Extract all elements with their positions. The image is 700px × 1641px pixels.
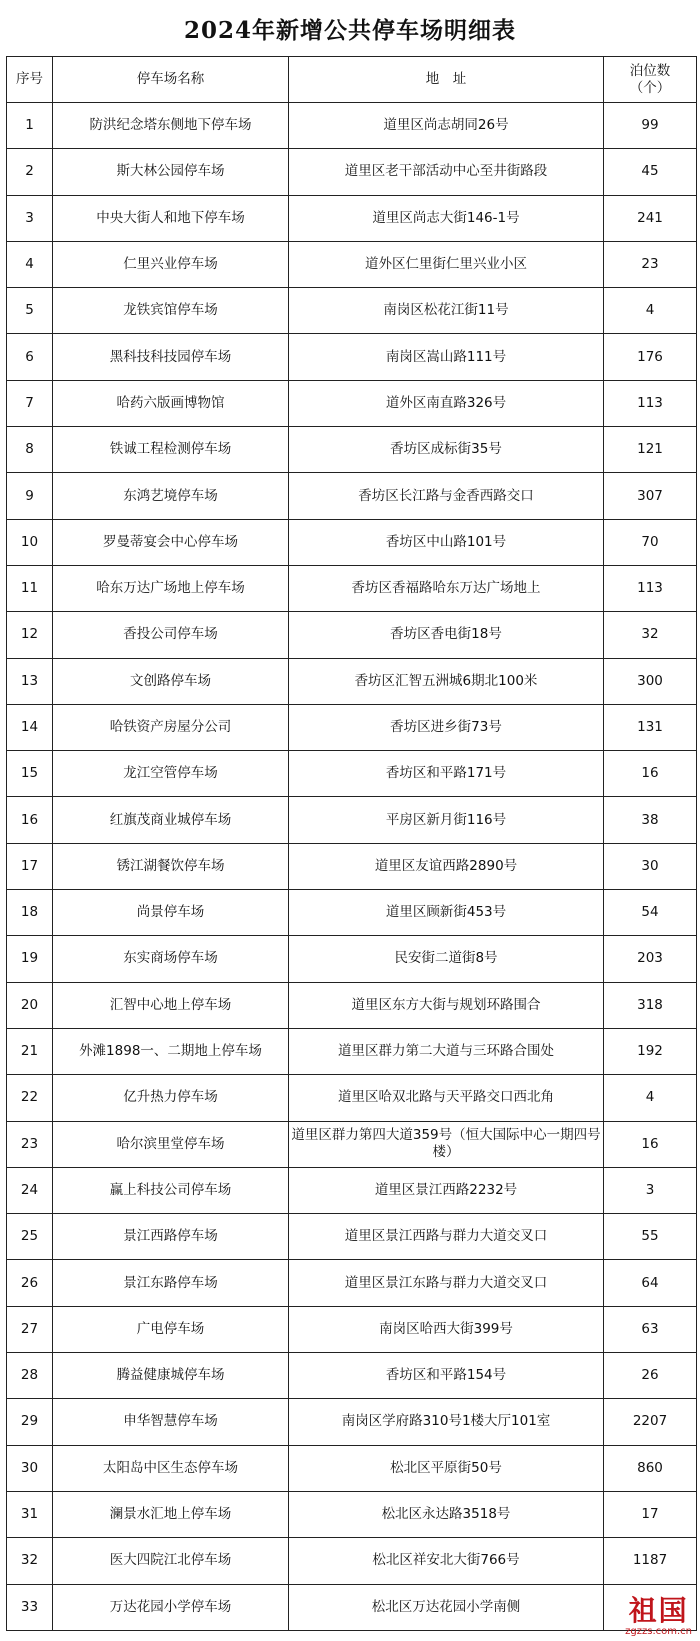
- table-row: [7, 658, 697, 704]
- cell-address: 道里区哈双北路与天平路交口西北角: [289, 1075, 604, 1121]
- cell-index: 21: [7, 1028, 53, 1074]
- cell-address: 道外区仁里街仁里兴业小区: [289, 241, 604, 287]
- table-row: [7, 982, 697, 1028]
- cell-address: 松北区万达花园小学南侧: [289, 1584, 604, 1630]
- table-row: [7, 1538, 697, 1584]
- cell-address: 南岗区哈西大街399号: [289, 1306, 604, 1352]
- cell-address: 道里区顾新街453号: [289, 890, 604, 936]
- cell-index: 3: [7, 195, 53, 241]
- cell-index: 19: [7, 936, 53, 982]
- header-spaces: [604, 57, 697, 103]
- cell-address: 道里区老干部活动中心至井街路段: [289, 149, 604, 195]
- cell-spaces: 32: [604, 612, 697, 658]
- cell-index: 5: [7, 288, 53, 334]
- cell-index: 23: [7, 1121, 53, 1167]
- cell-name: 医大四院江北停车场: [53, 1538, 289, 1584]
- cell-index: 14: [7, 704, 53, 750]
- cell-address: 民安街二道街8号: [289, 936, 604, 982]
- watermark-url: zgzzs.com.cn: [625, 1626, 692, 1637]
- cell-address: 香坊区和平路154号: [289, 1353, 604, 1399]
- table-row: [7, 936, 697, 982]
- cell-index: 33: [7, 1584, 53, 1630]
- header-spaces-line2: （个）: [629, 79, 671, 96]
- cell-name: 斯大林公园停车场: [53, 149, 289, 195]
- cell-index: 10: [7, 519, 53, 565]
- table-row: [7, 427, 697, 473]
- page-title: 2024年新增公共停车场明细表: [183, 16, 516, 44]
- cell-index: 29: [7, 1399, 53, 1445]
- cell-name: 哈药六版画博物馆: [53, 380, 289, 426]
- table-row: [7, 1028, 697, 1074]
- cell-address: 道里区东方大街与规划环路围合: [289, 982, 604, 1028]
- cell-spaces: 4: [604, 288, 697, 334]
- cell-spaces: 860: [604, 1445, 697, 1491]
- cell-index: 11: [7, 565, 53, 611]
- table-row: [7, 241, 697, 287]
- cell-address: 道里区景江西路2232号: [289, 1167, 604, 1213]
- cell-index: 16: [7, 797, 53, 843]
- cell-index: 20: [7, 982, 53, 1028]
- cell-name: 景江东路停车场: [53, 1260, 289, 1306]
- cell-spaces: 1187: [604, 1538, 697, 1584]
- cell-address: 道里区群力第四大道359号（恒大国际中心一期四号楼）: [289, 1121, 604, 1167]
- cell-spaces: 26: [604, 1353, 697, 1399]
- cell-index: 30: [7, 1445, 53, 1491]
- cell-spaces: 192: [604, 1028, 697, 1074]
- header-name: 停车场名称: [53, 57, 289, 103]
- table-row: [7, 103, 697, 149]
- table-row: [7, 1399, 697, 1445]
- cell-spaces: 241: [604, 195, 697, 241]
- table-row: [7, 751, 697, 797]
- cell-address: 道里区尚志大街146-1号: [289, 195, 604, 241]
- header-address: 地 址: [289, 57, 604, 103]
- cell-spaces: 307: [604, 473, 697, 519]
- cell-name: 澜景水汇地上停车场: [53, 1491, 289, 1537]
- cell-address: 香坊区成标街35号: [289, 427, 604, 473]
- cell-spaces: 3: [604, 1167, 697, 1213]
- cell-index: 24: [7, 1167, 53, 1213]
- cell-index: 22: [7, 1075, 53, 1121]
- table-row: [7, 890, 697, 936]
- table-row: [7, 565, 697, 611]
- cell-name: 赢上科技公司停车场: [53, 1167, 289, 1213]
- cell-address: 道里区尚志胡同26号: [289, 103, 604, 149]
- table-row: [7, 380, 697, 426]
- cell-index: 25: [7, 1214, 53, 1260]
- cell-spaces: 30: [604, 843, 697, 889]
- cell-index: 28: [7, 1353, 53, 1399]
- cell-name: 哈东万达广场地上停车场: [53, 565, 289, 611]
- cell-index: 26: [7, 1260, 53, 1306]
- table-row: [7, 797, 697, 843]
- cell-index: 32: [7, 1538, 53, 1584]
- cell-address: 香坊区汇智五洲城6期北100米: [289, 658, 604, 704]
- table-row: [7, 1121, 697, 1167]
- cell-index: 17: [7, 843, 53, 889]
- cell-index: 8: [7, 427, 53, 473]
- cell-spaces: 16: [604, 1121, 697, 1167]
- cell-spaces: 99: [604, 103, 697, 149]
- cell-spaces: 38: [604, 797, 697, 843]
- cell-name: 尚景停车场: [53, 890, 289, 936]
- cell-name: 黑科技科技园停车场: [53, 334, 289, 380]
- cell-name: 东实商场停车场: [53, 936, 289, 982]
- cell-spaces: 17: [604, 1491, 697, 1537]
- table-row: [7, 1445, 697, 1491]
- cell-index: 12: [7, 612, 53, 658]
- cell-spaces: 55: [604, 1214, 697, 1260]
- cell-name: 铁诚工程检测停车场: [53, 427, 289, 473]
- cell-name: 中央大街人和地下停车场: [53, 195, 289, 241]
- cell-address: 香坊区香电街18号: [289, 612, 604, 658]
- cell-name: 仁里兴业停车场: [53, 241, 289, 287]
- table-row: [7, 1167, 697, 1213]
- cell-address: 南岗区学府路310号1楼大厅101室: [289, 1399, 604, 1445]
- cell-index: 7: [7, 380, 53, 426]
- cell-name: 广电停车场: [53, 1306, 289, 1352]
- cell-address: 松北区永达路3518号: [289, 1491, 604, 1537]
- cell-spaces: 113: [604, 565, 697, 611]
- cell-spaces: 4: [604, 1075, 697, 1121]
- cell-index: 6: [7, 334, 53, 380]
- cell-name: 哈铁资产房屋分公司: [53, 704, 289, 750]
- cell-address: 松北区平原街50号: [289, 1445, 604, 1491]
- table-row: [7, 612, 697, 658]
- table-row: [7, 1306, 697, 1352]
- cell-spaces: 113: [604, 380, 697, 426]
- cell-address: 香坊区和平路171号: [289, 751, 604, 797]
- cell-name: 文创路停车场: [53, 658, 289, 704]
- cell-spaces: 16: [604, 751, 697, 797]
- watermark-logo: 祖国: [628, 1594, 689, 1627]
- cell-name: 龙江空管停车场: [53, 751, 289, 797]
- cell-index: 13: [7, 658, 53, 704]
- cell-address: 香坊区香福路哈东万达广场地上: [289, 565, 604, 611]
- table-row: [7, 843, 697, 889]
- table-row: [7, 473, 697, 519]
- cell-address: 道里区景江西路与群力大道交叉口: [289, 1214, 604, 1260]
- table-row: [7, 519, 697, 565]
- cell-name: 外滩1898一、二期地上停车场: [53, 1028, 289, 1074]
- cell-name: 红旗茂商业城停车场: [53, 797, 289, 843]
- cell-spaces: 70: [604, 519, 697, 565]
- cell-index: 2: [7, 149, 53, 195]
- cell-address: 平房区新月街116号: [289, 797, 604, 843]
- cell-spaces: 54: [604, 890, 697, 936]
- header-spaces-line1: 泊位数: [629, 62, 671, 79]
- cell-index: 18: [7, 890, 53, 936]
- cell-name: 龙铁宾馆停车场: [53, 288, 289, 334]
- table-row: [7, 1584, 697, 1630]
- cell-spaces: 300: [604, 658, 697, 704]
- watermark: [625, 1596, 692, 1637]
- header-index: 序号: [7, 57, 53, 103]
- cell-index: 15: [7, 751, 53, 797]
- table-row: [7, 195, 697, 241]
- cell-name: 汇智中心地上停车场: [53, 982, 289, 1028]
- cell-name: 哈尔滨里堂停车场: [53, 1121, 289, 1167]
- table-row: [7, 1353, 697, 1399]
- cell-spaces: 45: [604, 149, 697, 195]
- table-row: [7, 288, 697, 334]
- cell-address: 香坊区中山路101号: [289, 519, 604, 565]
- cell-spaces: 203: [604, 936, 697, 982]
- cell-spaces: 64: [604, 1260, 697, 1306]
- cell-spaces: 318: [604, 982, 697, 1028]
- cell-spaces: 2207: [604, 1399, 697, 1445]
- cell-address: 南岗区嵩山路111号: [289, 334, 604, 380]
- cell-name: 香投公司停车场: [53, 612, 289, 658]
- cell-address: 南岗区松花江街11号: [289, 288, 604, 334]
- table-row: [7, 704, 697, 750]
- table-row: [7, 1075, 697, 1121]
- table-header-row: [7, 57, 697, 103]
- cell-index: 9: [7, 473, 53, 519]
- cell-address: 道里区友谊西路2890号: [289, 843, 604, 889]
- table-row: [7, 1491, 697, 1537]
- cell-name: 万达花园小学停车场: [53, 1584, 289, 1630]
- cell-name: 亿升热力停车场: [53, 1075, 289, 1121]
- parking-table: [6, 56, 697, 1631]
- cell-index: 4: [7, 241, 53, 287]
- cell-address: 道里区景江东路与群力大道交叉口: [289, 1260, 604, 1306]
- cell-spaces: 176: [604, 334, 697, 380]
- cell-address: 松北区祥安北大街766号: [289, 1538, 604, 1584]
- cell-spaces: 23: [604, 241, 697, 287]
- cell-spaces: 63: [604, 1306, 697, 1352]
- cell-name: 罗曼蒂宴会中心停车场: [53, 519, 289, 565]
- table-row: [7, 334, 697, 380]
- table-row: [7, 1260, 697, 1306]
- cell-name: 防洪纪念塔东侧地下停车场: [53, 103, 289, 149]
- cell-name: 太阳岛中区生态停车场: [53, 1445, 289, 1491]
- cell-spaces: 121: [604, 427, 697, 473]
- cell-name: 申华智慧停车场: [53, 1399, 289, 1445]
- cell-index: 27: [7, 1306, 53, 1352]
- cell-address: 道里区群力第二大道与三环路合围处: [289, 1028, 604, 1074]
- table-row: [7, 1214, 697, 1260]
- cell-name: 腾益健康城停车场: [53, 1353, 289, 1399]
- cell-index: 1: [7, 103, 53, 149]
- cell-index: 31: [7, 1491, 53, 1537]
- cell-name: 锈江湖餐饮停车场: [53, 843, 289, 889]
- cell-address: 香坊区长江路与金香西路交口: [289, 473, 604, 519]
- cell-address: 香坊区进乡街73号: [289, 704, 604, 750]
- cell-address: 道外区南直路326号: [289, 380, 604, 426]
- cell-name: 东鸿艺境停车场: [53, 473, 289, 519]
- cell-name: 景江西路停车场: [53, 1214, 289, 1260]
- table-row: [7, 149, 697, 195]
- cell-spaces: 131: [604, 704, 697, 750]
